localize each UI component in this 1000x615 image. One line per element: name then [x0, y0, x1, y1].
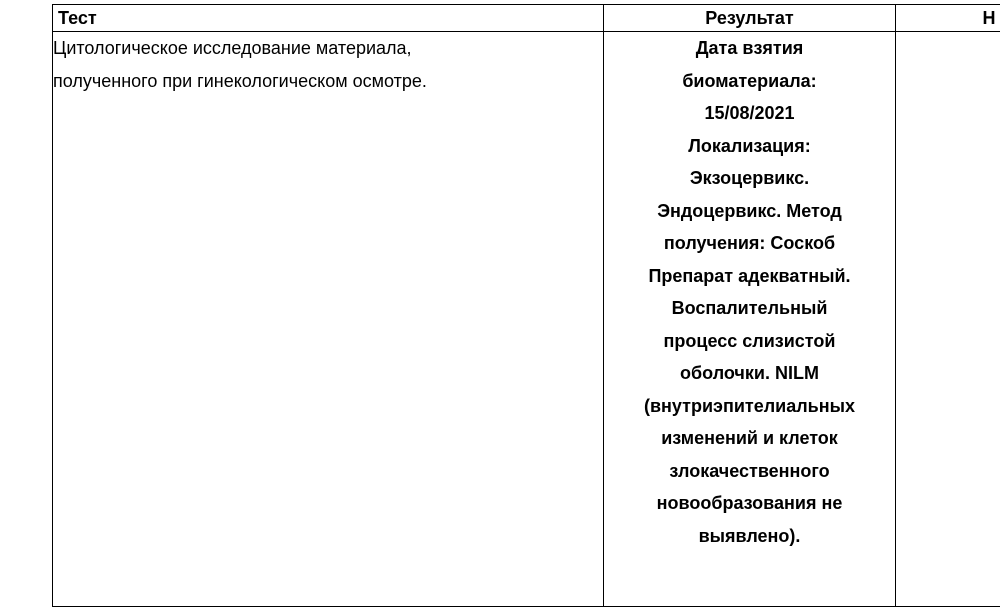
norm-cell	[896, 32, 1000, 607]
result-cell: Дата взятия биоматериала: 15/08/2021 Локализация: Экзоцервикс. Эндоцервикс. Метод получения: Соскоб Препарат адекватный. Воспалительный процесс слизистой оболочки. NILM (внутриэпителиальных изменений и клеток злокачественного новообразования не выявлено).	[604, 32, 896, 607]
test-name-cell: Цитологическое исследование материала, полученного при гинекологическом осмотре.	[53, 32, 604, 607]
header-result: Результат	[604, 5, 896, 32]
table-header-row	[53, 5, 1000, 32]
header-test: Тест	[53, 5, 604, 32]
table-row	[53, 32, 1000, 607]
results-table	[52, 4, 1000, 607]
header-norm: Н	[896, 5, 1000, 32]
